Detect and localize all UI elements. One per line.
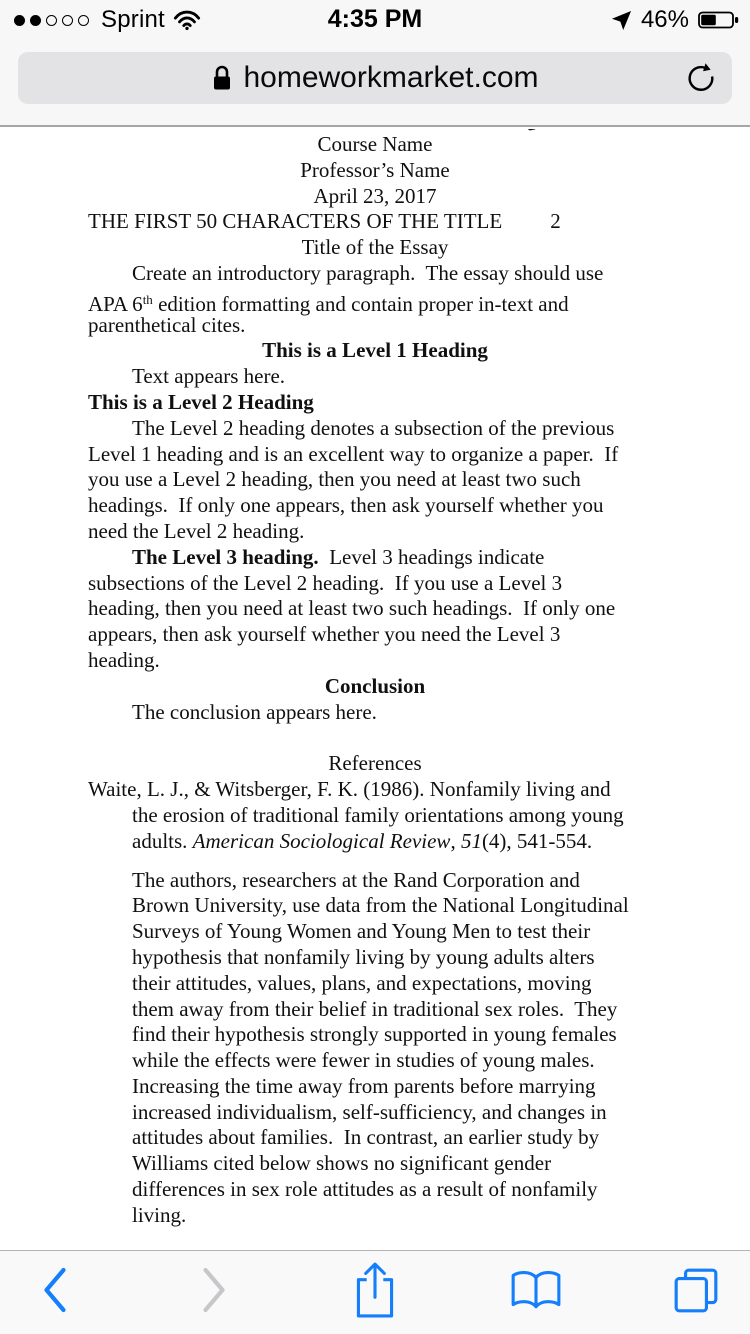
doc-line: subsections of the Level 2 heading. If you use a Level 3 bbox=[88, 570, 563, 595]
doc-line: The authors, researchers at the Rand Corporation and bbox=[132, 867, 580, 892]
doc-text-segment: , bbox=[450, 828, 461, 853]
doc-line bbox=[88, 545, 662, 571]
doc-line: increased individualism, self-sufficiency, and changes in bbox=[132, 1099, 607, 1124]
doc-line: Title of the Essay bbox=[301, 235, 449, 260]
doc-line: Conclusion bbox=[324, 673, 426, 698]
doc-text-segment: The Level 3 heading. bbox=[132, 544, 319, 569]
doc-text-segment: APA 6 bbox=[88, 291, 143, 316]
battery-icon bbox=[698, 10, 740, 30]
doc-line: while the effects were fewer in studies of young males. bbox=[132, 1048, 595, 1073]
doc-text-segment: American Sociological Review bbox=[192, 828, 451, 853]
doc-text-segment: edition formatting and contain proper in-text and bbox=[152, 291, 569, 316]
safari-chrome bbox=[0, 0, 750, 127]
doc-line: Williams cited below shows no significant gender bbox=[132, 1151, 552, 1176]
doc-line: them away from their belief in traditional sex roles. They bbox=[132, 996, 618, 1021]
doc-line: find their hypothesis strongly supported in young females bbox=[132, 1022, 617, 1047]
doc-line: appears, then ask yourself whether you need the Level 3 bbox=[88, 622, 561, 647]
battery-percent-label: 46% bbox=[640, 6, 689, 33]
doc-blank-line bbox=[88, 855, 662, 868]
share-button[interactable] bbox=[345, 1260, 405, 1320]
doc-line bbox=[88, 209, 662, 235]
doc-text-segment: adults. bbox=[132, 828, 193, 853]
bookmarks-icon bbox=[509, 1268, 563, 1312]
tabs-button[interactable] bbox=[666, 1260, 726, 1320]
doc-line: April 23, 2017 bbox=[313, 183, 437, 208]
status-bar bbox=[0, 0, 750, 40]
web-page-content bbox=[0, 129, 750, 1250]
location-arrow-icon bbox=[611, 10, 632, 31]
doc-line: heading, then you need at least two such headings. If only one bbox=[88, 596, 616, 621]
clock-label: 4:35 PM bbox=[327, 5, 423, 33]
doc-text-segment: 51 bbox=[460, 828, 482, 853]
doc-line: The Level 2 heading denotes a subsection of the previous bbox=[132, 415, 615, 440]
doc-line: Create an introductory paragraph. The essay should use bbox=[132, 260, 604, 285]
address-bar[interactable] bbox=[18, 52, 732, 104]
back-chevron-icon bbox=[41, 1267, 68, 1313]
doc-line: need the Level 2 heading. bbox=[88, 518, 305, 543]
doc-line: Surveys of Young Women and Young Men to test their bbox=[132, 919, 591, 944]
doc-line: Course Name bbox=[317, 132, 433, 156]
doc-line: Waite, L. J., & Witsberger, F. K. (1986). Nonfamily living and bbox=[88, 777, 611, 802]
doc-line: their attitudes, values, plans, and expectations, moving bbox=[132, 970, 592, 995]
doc-line: living. bbox=[132, 1202, 187, 1227]
forward-button[interactable] bbox=[185, 1260, 245, 1320]
doc-line: Text appears here. bbox=[132, 364, 286, 389]
doc-line: heading. bbox=[88, 647, 160, 672]
doc-line: the erosion of traditional family orientations among young bbox=[132, 802, 624, 827]
doc-line: This is a Level 1 Heading bbox=[262, 338, 488, 363]
doc-blank-line bbox=[88, 725, 662, 751]
share-icon bbox=[350, 1261, 400, 1319]
url-text: homeworkmarket.com bbox=[243, 61, 539, 94]
carrier-label: Sprint bbox=[101, 6, 165, 33]
doc-line bbox=[88, 829, 662, 855]
doc-text-segment: Level 3 headings indicate bbox=[318, 544, 545, 569]
reload-button[interactable] bbox=[684, 61, 718, 95]
doc-line: Professor’s Name bbox=[300, 157, 450, 182]
doc-text-segment: th bbox=[142, 291, 153, 307]
doc-line: Increasing the time away from parents before marrying bbox=[132, 1073, 596, 1098]
page-number: 2 bbox=[550, 209, 561, 234]
document-page bbox=[88, 132, 662, 1229]
doc-line: you use a Level 2 heading, then you need at least two such bbox=[88, 467, 581, 492]
bookmarks-button[interactable] bbox=[506, 1260, 566, 1320]
doc-line: attitudes about families. In contrast, an earlier study by bbox=[132, 1125, 600, 1150]
doc-text-segment: (4), 541-554. bbox=[481, 828, 593, 853]
doc-line: This is a Level 2 Heading bbox=[88, 389, 314, 414]
doc-line: The conclusion appears here. bbox=[132, 699, 377, 724]
tabs-icon bbox=[672, 1266, 720, 1314]
doc-line: differences in sex role attitudes as a result of nonfamily bbox=[132, 1177, 598, 1202]
doc-line: hypothesis that nonfamily living by young adults alters bbox=[132, 944, 595, 969]
doc-line: References bbox=[328, 751, 422, 776]
doc-line bbox=[88, 287, 662, 316]
safari-toolbar bbox=[0, 1250, 750, 1334]
back-button[interactable] bbox=[24, 1260, 84, 1320]
doc-line: Level 1 heading and is an excellent way to organize a paper. If bbox=[88, 441, 619, 466]
lock-icon bbox=[211, 64, 233, 92]
doc-line: Brown University, use data from the National Longitudinal bbox=[132, 893, 629, 918]
forward-chevron-icon bbox=[201, 1267, 228, 1313]
cut-off-text-artifact bbox=[528, 129, 537, 131]
doc-line: headings. If only one appears, then ask yourself whether you bbox=[88, 493, 604, 518]
running-head: THE FIRST 50 CHARACTERS OF THE TITLE bbox=[88, 209, 503, 234]
doc-line: parenthetical cites. bbox=[88, 312, 246, 337]
